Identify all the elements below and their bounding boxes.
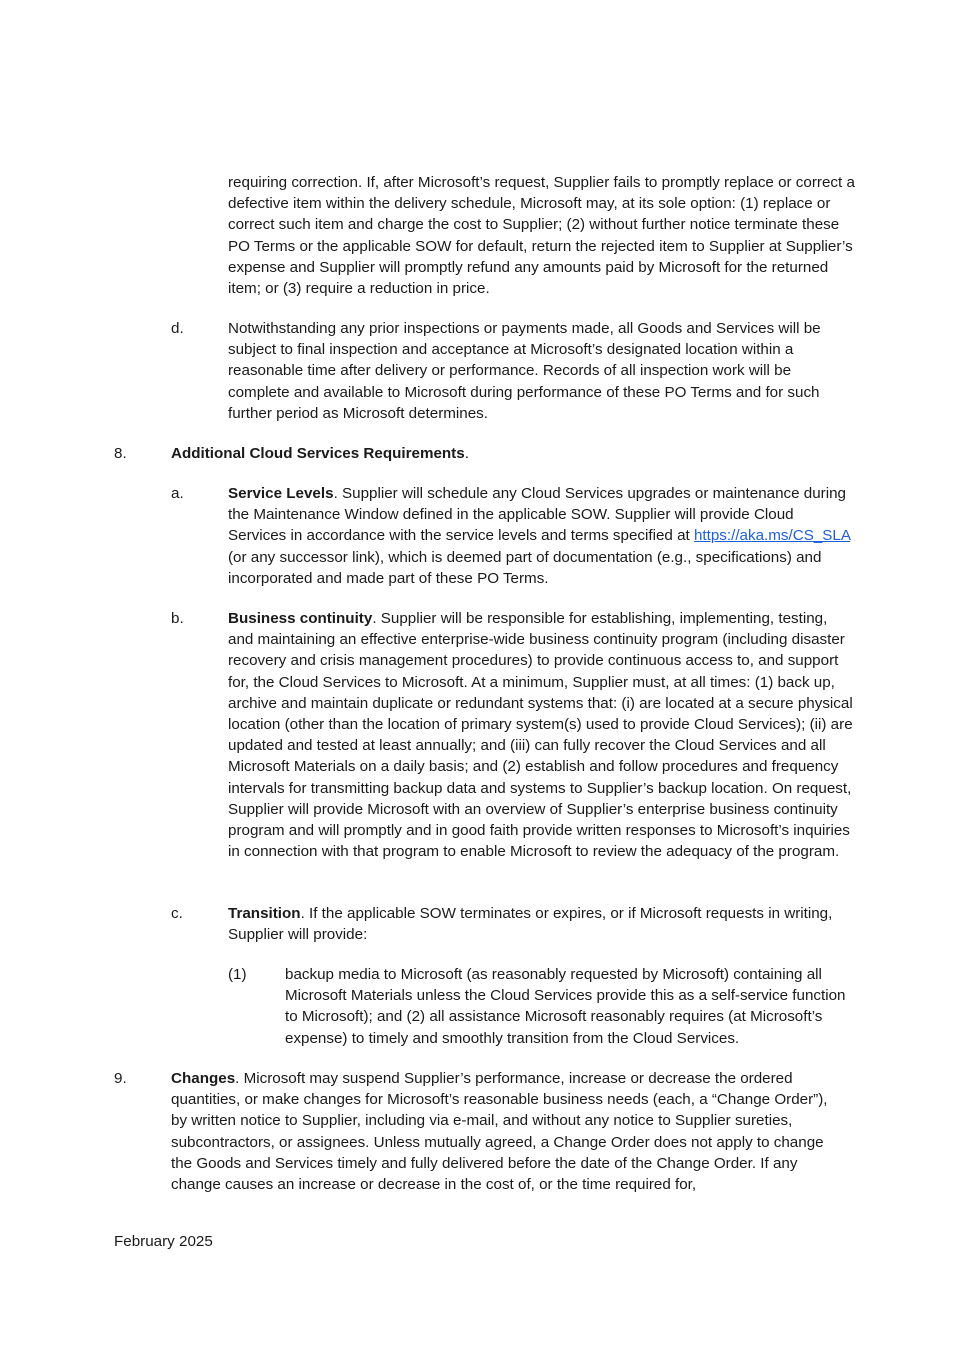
section-8-number: 8. <box>114 445 127 462</box>
section-8-title: Additional Cloud Services Requirements <box>171 445 465 462</box>
section-8-title-suffix: . <box>464 445 469 462</box>
item-8b-title: Business continuity <box>228 610 373 627</box>
item-7d-text: Notwithstanding any prior inspections or payments made, all Goods and Services will be subject to final inspection and acceptance at Microsoft’s designated location within a reasonable time after delivery or performance. Records of all inspection work will be complete and available to Microsoft during performance of these PO Terms and for such further period as Microsoft determines. <box>228 320 821 422</box>
footer-date: February 2025 <box>114 1233 213 1250</box>
section-9-title: Changes <box>171 1070 236 1087</box>
paragraph-7c-continued: requiring correction. If, after Microsoft’s request, Supplier fails to promptly replace or correct a defective item within the delivery schedule, Microsoft may, at its sole option: (1) replace or correct such item and charge the cost to Supplier; (2) without further notice terminate these PO Terms or the applicable SOW for default, return the rejected item to Supplier at Supplier’s expense and Supplier will promptly refund any amounts paid by Microsoft for the returned item; or (3) require a reduction in price. <box>228 174 855 298</box>
section-9-body: . Microsoft may suspend Supplier’s performance, increase or decrease the ordered quantities, or make changes for Microsoft’s reasonable business needs (each, a “Change Order”), by written notice to Supplier, including via e-mail, and without any notice to Supplier sureties, subcontractors, or assignees. Unless mutually agreed, a Change Order does not apply to change the Goods and Services timely and fully delivered before the date of the Change Order. If any change causes an increase or decrease in the cost of, or the time required for, <box>171 1070 828 1194</box>
item-8c-text <box>228 903 856 945</box>
item-8a-title: Service Levels <box>228 485 334 502</box>
item-8c-marker: c. <box>171 905 183 922</box>
item-8a-body-end: (or any successor link), which is deemed part of documentation (e.g., specifications) and incorporated and made part of these PO Terms. <box>228 548 822 587</box>
section-9-number: 9. <box>114 1070 127 1087</box>
item-8c-1-marker: (1) <box>228 966 247 983</box>
item-8c-body: . If the applicable SOW terminates or expires, or if Microsoft requests in writing, Supplier will provide: <box>228 905 833 944</box>
item-8c-1-text: backup media to Microsoft (as reasonably requested by Microsoft) containing all Microsoft Materials unless the Cloud Services provide this as a self-service function to Microsoft); and (2) all assistance Microsoft reasonably requires (at Microsoft’s expense) to timely and smoothly transition from the Cloud Services. <box>285 966 846 1047</box>
section-8-heading <box>171 443 469 464</box>
item-8a-marker: a. <box>171 485 184 502</box>
item-8c-title: Transition <box>228 905 301 922</box>
item-8b-marker: b. <box>171 610 184 627</box>
item-8a-body: . Supplier will schedule any Cloud Services upgrades or maintenance during the Maintenance Window defined in the applicable SOW. Supplier will provide Cloud Services in accordance with the service levels and terms specified at <box>228 485 847 545</box>
item-7d-marker: d. <box>171 320 184 337</box>
section-9-text <box>171 1068 846 1195</box>
item-8a-text <box>228 483 856 589</box>
item-8b-body: . Supplier will be responsible for establishing, implementing, testing, and maintaining an effective enterprise-wide business continuity program (including disaster recovery and crisis management procedures) to provide continuous access to, and support for, the Cloud Services to Microsoft. At a minimum, Supplier must, at all times: (1) back up, archive and maintain duplicate or redundant systems that: (i) are located at a secure physical location (other than the location of primary system(s) used to provide Cloud Services); (ii) are updated and tested at least annually; and (iii) can fully recover the Cloud Services and all Microsoft Materials on a daily basis; and (2) establish and follow procedures and frequency intervals for transmitting backup data and systems to Supplier’s backup location. On request, Supplier will provide Microsoft with an overview of Supplier’s enterprise business continuity program and will promptly and in good faith provide written responses to Microsoft’s inquiries in connection with that program to enable Microsoft to review the adequacy of the program. <box>228 610 853 861</box>
cs-sla-link[interactable]: https://aka.ms/CS_SLA <box>693 527 851 545</box>
item-8b-text <box>228 608 856 862</box>
